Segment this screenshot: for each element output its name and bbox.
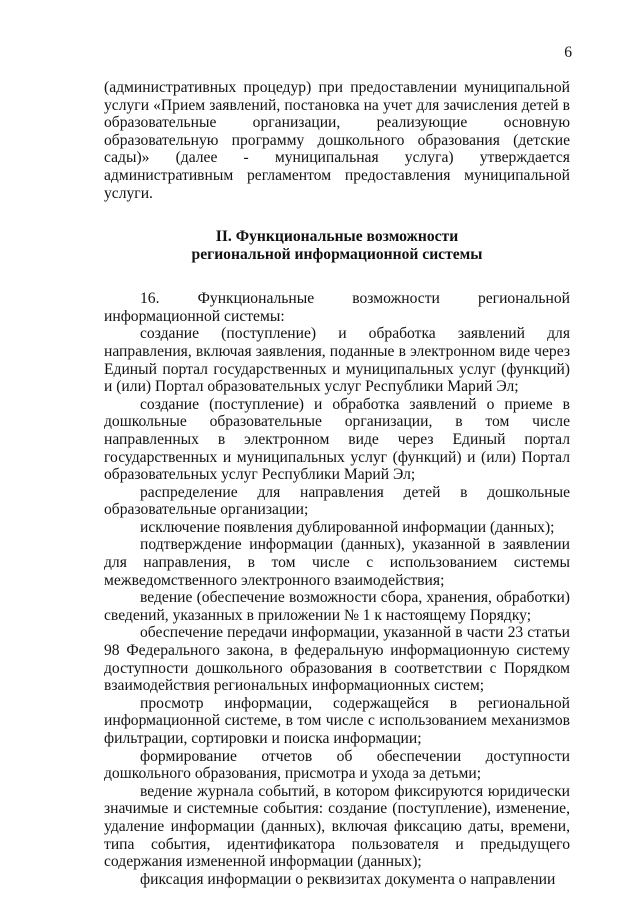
paragraph: подтверждение информации (данных), указанной в заявлении для направления, в том числе с использованием системы межведомственного электронного взаимодействия; bbox=[104, 536, 570, 589]
document-body bbox=[104, 79, 570, 888]
paragraph: исключение появления дублированной информации (данных); bbox=[140, 518, 555, 536]
intro-paragraph: (административных процедур) при предоставлении муниципальной услуги «Прием заявлений, постановка на учет для зачисления детей в образовательные организации, реализующие основную образовательную программу дошкольного образования (детские сады)» (далее - муниципальная услуга) утверждается административным регламентом предоставления муниципальной услуги. bbox=[104, 79, 570, 202]
paragraph: ведение (обеспечение возможности сбора, хранения, обработки) сведений, указанных в приложении № 1 к настоящему Порядку; bbox=[104, 589, 570, 624]
paragraph: создание (поступление) и обработка заявлений о приеме в дошкольные образовательные организации, в том числе направленных в электронном виде через Единый портал государственных и муниципальных услуг (функций) и (или) Портал образовательных услуг Республики Марий Эл; bbox=[104, 395, 570, 484]
paragraph: 16. Функциональные возможности региональной информационной системы: bbox=[104, 290, 570, 325]
paragraph: ведение журнала событий, в котором фиксируются юридически значимые и системные события: создание (поступление), изменение, удаление информации (данных), включая фиксацию даты, времени, типа события, идентификатора пользователя и предыдущего содержания измененной информации (данных); bbox=[104, 782, 570, 871]
section-heading-line-2: региональной информационной системы bbox=[191, 246, 483, 264]
paragraph: распределение для направления детей в дошкольные образовательные организации; bbox=[104, 483, 570, 519]
section-heading bbox=[104, 228, 570, 264]
section-heading-line-1: II. Функциональные возможности bbox=[215, 228, 459, 246]
paragraph: обеспечение передачи информации, указанной в части 23 статьи 98 Федерального закона, в федеральную информационную систему доступности дошкольного образования в соответствии с Порядком взаимодействия региональных информационных систем; bbox=[104, 624, 570, 695]
paragraph: просмотр информации, содержащейся в региональной информационной системе, в том числе с использованием механизмов фильтрации, сортировки и поиска информации; bbox=[104, 694, 570, 747]
paragraph: формирование отчетов об обеспечении доступности дошкольного образования, присмотра и ухода за детьми; bbox=[104, 747, 570, 783]
paragraph: фиксация информации о реквизитах документа о направлении bbox=[140, 870, 556, 888]
page-number: 6 bbox=[564, 44, 572, 61]
paragraph: создание (поступление) и обработка заявлений для направления, включая заявления, поданные в электронном виде через Единый портал государственных и муниципальных услуг (функций) и (или) Портал образовательных услуг Республики Марий Эл; bbox=[104, 325, 570, 396]
